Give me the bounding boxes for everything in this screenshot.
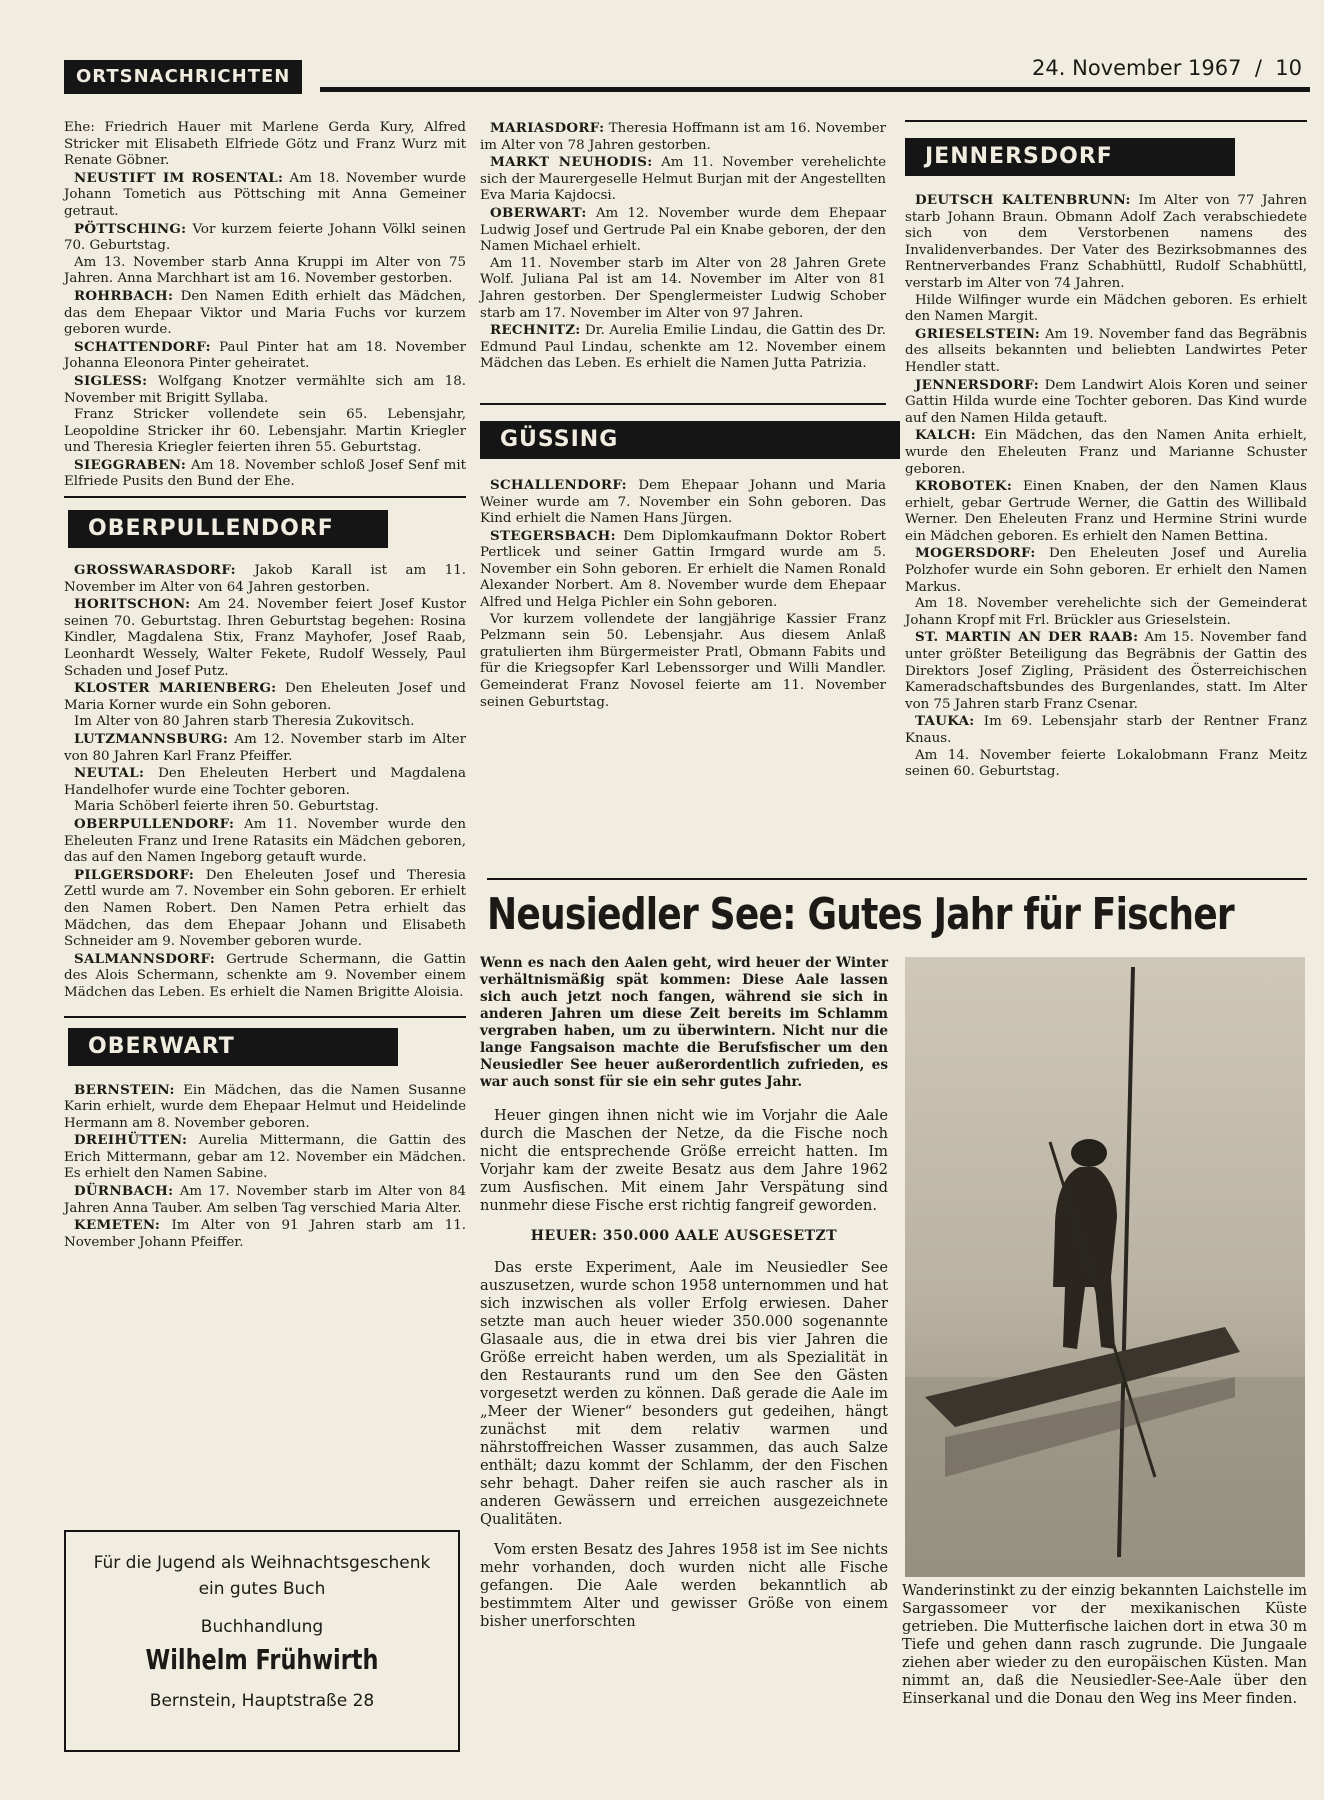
news-item <box>64 680 466 714</box>
fisherman-photo <box>905 957 1305 1577</box>
place-name: JENNERSDORF: <box>915 376 1040 393</box>
place-name: KROBOTEK: <box>915 478 1013 495</box>
news-item <box>64 1183 466 1217</box>
item-text: Den Eheleuten Herbert und Magdalena Handelhofer wurde eine Tochter geboren. <box>64 766 466 798</box>
item-text: Am 18. November wurde Johann Tometich aus Pöttsching mit Anna Gemeiner getraut. <box>64 170 467 219</box>
place-name: NEUSTIFT IM ROSENTAL: <box>74 169 284 186</box>
notes-oberwart <box>64 1082 466 1252</box>
item-text: Am 24. November feiert Josef Kustor seinen 70. Geburtstag. Ihren Geburtstag begehen: Rosina Kindler, Magdalena Stix, Franz Mayhofer, Josef Raab, Leonhardt Wessely, Walter Fekete, Rudolf Wessely, Paul Schaden und Josef Putz. <box>64 597 466 679</box>
item-text: Am 13. November starb Anna Kruppi im Alter von 75 Jahren. Anna Marchhart ist am 16. November gestorben. <box>64 254 466 287</box>
page-date-line <box>1032 56 1302 80</box>
item-text: Am 11. November verehelichte sich der Maurergeselle Helmut Burjan mit der Angestellten Eva Maria Kajdocsi. <box>480 155 886 204</box>
ad-line-2: ein gutes Buch <box>198 1579 326 1599</box>
header-rule <box>320 87 1310 92</box>
news-item <box>64 951 466 1002</box>
news-item <box>64 596 466 680</box>
news-item <box>905 377 1307 428</box>
item-text: Am 18. November schloß Josef Senf mit Elfriede Pusits den Bund der Ehe. <box>64 457 466 490</box>
news-item <box>480 205 886 256</box>
item-text: Theresia Hoffmann ist am 16. November im Alter von 78 Jahren gestorben. <box>480 121 886 153</box>
notes-oberwart-continued <box>480 120 886 373</box>
item-text: Dem Landwirt Alois Koren und seiner Gattin Hilda wurde eine Tochter geboren. Das Kind wurde auf den Namen Hilda getauft. <box>905 377 1307 426</box>
news-item <box>64 255 466 288</box>
column-right <box>905 138 1307 781</box>
item-text: Dem Diplomkaufmann Doktor Robert Pertlicek und seiner Gattin Irmgard wurde am 5. November ein Sohn geboren. Er erhielt die Namen Ronald Alexander Norbert. Am 8. November wurde dem Ehepaar Alfred und Helga Pichler ein Sohn geboren. <box>480 528 886 611</box>
ad-line-3: Buchhandlung <box>200 1617 324 1637</box>
item-text: Im Alter von 91 Jahren starb am 11. November Johann Pfeiffer. <box>64 1218 467 1250</box>
ad-address: Bernstein, Hauptstraße 28 <box>149 1691 375 1711</box>
news-item <box>480 154 886 205</box>
item-text: Den Eheleuten Josef und Aurelia Polzhofer wurde ein Sohn geboren. Er erhielt den Namen Markus. <box>905 546 1307 595</box>
banner-jennersdorf: JENNERSDORF <box>905 138 1235 176</box>
place-name: DÜRNBACH: <box>74 1183 174 1200</box>
place-name: SIEGGRABEN: <box>74 456 187 473</box>
news-item <box>480 120 886 154</box>
place-name: LUTZMANNSBURG: <box>74 731 229 747</box>
ad-line-1: Für die Jugend als Weihnachtsgeschenk <box>93 1553 431 1573</box>
news-item <box>480 477 886 528</box>
place-name: SCHALLENDORF: <box>490 476 627 493</box>
date-separator: / <box>1254 56 1262 80</box>
banner-oberpullendorf: OBERPULLENDORF <box>68 510 388 548</box>
news-item <box>64 799 466 816</box>
item-text: Jakob Karall ist am 11. November im Alter von 64 Jahren gestorben. <box>64 563 466 595</box>
news-item <box>64 288 466 339</box>
place-name: HORITSCHON: <box>74 596 191 613</box>
divider <box>905 120 1307 122</box>
place-name: TAUKA: <box>915 713 975 730</box>
place-name: ST. MARTIN AN DER RAAB: <box>915 629 1139 646</box>
place-name: NEUTAL: <box>74 765 145 782</box>
news-item <box>905 192 1307 293</box>
place-name: GROSSWARASDORF: <box>74 562 236 579</box>
news-item <box>480 256 886 322</box>
item-text: Am 11. November starb im Alter von 28 Jahren Grete Wolf. Juliana Pal ist am 14. November im Alter von 81 Jahren gestorben. Der Spenglermeister Ludwig Schober starb am 17. November im Alter von 97 Jahren. <box>480 255 886 321</box>
place-name: MARIASDORF: <box>490 120 605 136</box>
ad-firm-name: Wilhelm Frühwirth <box>145 1643 379 1676</box>
item-text: Am 19. November fand das Begräbnis des allseits bekannten und beliebten Landwirtes Peter Hendler statt. <box>905 326 1307 375</box>
news-item <box>64 867 466 951</box>
item-text: Aurelia Mittermann, die Gattin des Erich Mittermann, gebar am 12. November ein Mädchen. Es erhielt den Namen Sabine. <box>64 1133 466 1182</box>
item-text: Am 14. November feierte Lokalobmann Franz Meitz seinen 60. Geburtstag. <box>905 747 1307 780</box>
news-item <box>905 427 1307 478</box>
divider <box>487 878 1307 880</box>
news-item <box>480 612 886 712</box>
article-body <box>480 955 888 1643</box>
place-name: KEMETEN: <box>74 1217 161 1234</box>
notes-oberpullendorf <box>64 562 466 1001</box>
news-item <box>905 629 1307 713</box>
place-name: BERNSTEIN: <box>74 1081 175 1098</box>
item-text: Am 12. November wurde dem Ehepaar Ludwig Josef und Gertrude Pal ein Knabe geboren, der den Namen Michael erhielt. <box>480 205 886 255</box>
news-item <box>480 322 886 373</box>
news-item <box>905 293 1307 326</box>
notes-jennersdorf <box>905 192 1307 781</box>
news-item <box>64 1082 466 1133</box>
place-name: GRIESELSTEIN: <box>915 325 1041 342</box>
news-item <box>64 731 466 765</box>
news-item <box>64 407 466 457</box>
item-text: Den Eheleuten Josef und Maria Korner wurde ein Sohn geboren. <box>64 681 466 713</box>
item-text: Den Eheleuten Josef und Theresia Zettl wurde am 7. November ein Sohn geboren. Er erhielt den Namen Robert. Den Namen Petra erhielt das Mädchen, das dem Ehepaar Johann und Elisabeth Schneider am 9. November geboren wurde. <box>64 867 467 950</box>
photo-caption: Wanderinstinkt zu der einzig bekannten Laichstelle im Sargassomeer vor der mexikanischen Küste getrieben. Die Mutterfische laichen dort in etwa 30 m Tiefe und gehen dann rasch zugrunde. Die Jungaale ziehen aber wieder zu den europäischen Küsten. Man nimmt an, daß die Neusiedler-See-Aale über den Einserkanal und die Donau den Weg ins Meer finden. <box>902 1582 1307 1707</box>
fisherman-head <box>1071 1139 1107 1167</box>
divider <box>64 1016 466 1018</box>
news-item <box>64 339 466 373</box>
place-name: DREIHÜTTEN: <box>74 1132 188 1149</box>
news-item <box>905 326 1307 377</box>
section-label: ORTSNACHRICHTEN <box>64 60 302 94</box>
place-name: OBERPULLENDORF: <box>74 815 235 832</box>
place-name: OBERWART: <box>490 204 587 221</box>
item-text: Im Alter von 77 Jahren starb Johann Braun. Obmann Adolf Zach verabschiedete sich von dem Verstorbenen namens des Invalidenverbandes. Der Vater des Bezirksobmannes des Rentnerverbandes Franz Schabhüttl, Rudolf Schabhüttl, verstarb im Alter von 74 Jahren. <box>905 193 1308 291</box>
item-text: Ein Mädchen, das den Namen Anita erhielt, wurde den Eheleuten Franz und Marianne Schuster geboren. <box>905 428 1307 477</box>
news-item <box>64 221 466 255</box>
news-item <box>905 713 1307 747</box>
item-text: Im Alter von 80 Jahren starb Theresia Zukovitsch. <box>74 714 415 730</box>
column-left <box>64 120 466 1251</box>
item-text: Am 11. November wurde den Eheleuten Franz und Irene Ratasits ein Mädchen geboren, das auf den Namen Ingeborg getauft wurde. <box>64 816 466 866</box>
issue-date: 24. November 1967 <box>1032 56 1242 80</box>
place-name: MOGERSDORF: <box>915 545 1036 562</box>
article-lead: Wenn es nach den Aalen geht, wird heuer der Winter verhältnismäßig spät kommen: Diese Aale lassen sich auch jetzt noch fangen, während sie sich in anderen Jahren um diese Zeit bereits im Schlamm vergraben haben, um zu überwintern. Nicht nur die lange Fangsaison machte die Berufsfischer um den Neusiedler See heuer außerordentlich zufrieden, es war auch sonst für sie ein sehr gutes Jahr. <box>480 955 888 1090</box>
place-name: KALCH: <box>915 427 976 444</box>
news-item <box>64 816 466 867</box>
item-text: Vor kurzem vollendete der langjährige Kassier Franz Pelzmann sein 50. Lebensjahr. Aus diesem Anlaß gratulierten ihm Bürgermeister Pratl, Obmann Fabits und für die Kriegsopfer Karl Lebenssorger und Willi Mandler. Gemeinderat Franz Novosel feierte am 11. November seinen Geburtstag. <box>480 611 886 710</box>
place-name: SALMANNSDORF: <box>74 950 216 967</box>
item-text: Einen Knaben, der den Namen Klaus erhielt, gebar Gertrude Werner, die Gattin des Willibald Werner. Den Eheleuten Franz und Hermine Strini wurde ein Mädchen geboren. Es erhielt den Namen Bettina. <box>905 479 1307 544</box>
news-item <box>905 748 1307 781</box>
news-item <box>64 562 466 596</box>
news-item <box>64 714 466 731</box>
place-name: PÖTTSCHING: <box>74 220 187 237</box>
news-item <box>480 528 886 612</box>
page-number: 10 <box>1275 56 1302 80</box>
divider <box>64 496 466 498</box>
news-item <box>64 457 466 491</box>
item-text: Paul Pinter hat am 18. November Johanna Eleonora Pinter geheiratet. <box>64 339 466 372</box>
item-text: Am 15. November fand unter größter Beteiligung das Begräbnis der Gattin des Direktors Josef Zigling, Präsident des Österreichischen Kameradschaftsbundes des Burgenlandes, statt. Im Alter von 75 Jahren starb Franz Csenar. <box>905 630 1308 712</box>
article-headline: Neusiedler See: Gutes Jahr für Fischer <box>487 889 1234 940</box>
divider <box>480 403 886 405</box>
item-text: Ein Mädchen, das die Namen Susanne Karin erhielt, wurde dem Ehepaar Helmut und Heidelinde Hermann am 8. November geboren. <box>64 1082 466 1131</box>
item-text: Gertrude Schermann, die Gattin des Alois Schermann, schenkte am 9. November einem Mädchen das Leben. Es erhielt die Namen Brigitte Aloisia. <box>64 951 466 1000</box>
item-text: Am 18. November verehelichte sich der Gemeinderat Johann Kropf mit Frl. Brückler aus Grieselstein. <box>905 596 1307 628</box>
column-middle <box>480 120 886 711</box>
item-text: Hilde Wilfinger wurde ein Mädchen geboren. Es erhielt den Namen Margit. <box>905 292 1307 325</box>
news-item <box>64 765 466 799</box>
news-item <box>64 120 466 170</box>
item-text: Maria Schöberl feierte ihren 50. Geburtstag. <box>74 799 379 815</box>
banner-oberwart: OBERWART <box>68 1028 398 1066</box>
item-text: Ehe: Friedrich Hauer mit Marlene Gerda Kury, Alfred Stricker mit Elisabeth Elfriede Götz und Franz Wurz mit Renate Göbner. <box>64 120 466 169</box>
article-paragraph: Vom ersten Besatz des Jahres 1958 ist im See nichts mehr vorhanden, doch wurden nicht alle Fische gefangen. Die Aale werden bekanntlich ab bestimmtem Alter und gewisser Größe von einem bisher unerforschten <box>480 1541 888 1630</box>
article-paragraph: Das erste Experiment, Aale im Neusiedler See auszusetzen, wurde schon 1958 unternommen und hat sich inzwischen als voller Erfolg erwiesen. Daher setzte man auch heuer wieder 350.000 sogenannte Glasaale aus, die in etwa drei bis vier Jahren die Größe erreicht haben werden, um als Spezialität in den Restaurants rund um den See den Gästen vorgesetzt werden zu können. Daß gerade die Aale im „Meer der Wiener“ besonders gut gedeihen, hängt zunächst mit dem relativ warmen und nährstoffreichen Wasser zusammen, das auch Salze enthält; dazu kommt der Schlamm, der den Fischen sehr behagt. Daher reifen sie auch rascher als in anderen Gewässern und erreichen ausgezeichnete Qualitäten. <box>480 1259 888 1528</box>
item-text: Dr. Aurelia Emilie Lindau, die Gattin des Dr. Edmund Paul Lindau, schenkte am 12. November einem Mädchen das Leben. Es erhielt die Namen Jutta Patrizia. <box>480 323 886 372</box>
article-subhead: HEUER: 350.000 AALE AUSGESETZT <box>530 1228 838 1244</box>
news-item <box>64 170 466 221</box>
place-name: SIGLESS: <box>74 372 148 389</box>
bookshop-advertisement <box>64 1530 460 1752</box>
news-item <box>905 596 1307 629</box>
notes-guessing <box>480 477 886 711</box>
news-item <box>905 478 1307 545</box>
item-text: Am 17. November starb im Alter von 84 Jahren Anna Tauber. Am selben Tag verschied Maria Alter. <box>64 1184 466 1216</box>
place-name: DEUTSCH KALTENBRUNN: <box>915 192 1131 208</box>
news-item <box>64 1217 466 1251</box>
article-paragraph: Heuer gingen ihnen nicht wie im Vorjahr die Aale durch die Maschen der Netze, da die Fische noch nicht die entsprechende Größe erreicht hatten. Im Vorjahr kam der zweite Besatz aus dem Jahre 1962 zum Ausfischen. Mit einem Jahr Verspätung sind nunmehr diese Fische erst richtig fangreif geworden. <box>480 1107 888 1214</box>
item-text: Wolfgang Knotzer vermählte sich am 18. November mit Brigitt Syllaba. <box>64 373 466 406</box>
item-text: Den Namen Edith erhielt das Mädchen, das dem Ehepaar Viktor und Maria Fuchs vor kurzem geboren wurde. <box>64 288 467 338</box>
item-text: Vor kurzem feierte Johann Völkl seinen 70. Geburtstag. <box>64 221 466 254</box>
place-name: PILGERSDORF: <box>74 866 195 883</box>
notes-continued <box>64 120 466 491</box>
item-text: Dem Ehepaar Johann und Maria Weiner wurde am 7. November ein Sohn geboren. Das Kind erhielt die Namen Hans Jürgen. <box>480 477 886 527</box>
item-text: Am 12. November starb im Alter von 80 Jahren Karl Franz Pfeiffer. <box>64 732 466 764</box>
news-item <box>905 545 1307 596</box>
news-item <box>64 373 466 407</box>
place-name: SCHATTENDORF: <box>74 338 211 355</box>
news-item <box>64 1132 466 1183</box>
place-name: MARKT NEUHODIS: <box>490 154 653 171</box>
place-name: ROHRBACH: <box>74 287 174 304</box>
article-text <box>480 1107 888 1631</box>
place-name: STEGERSBACH: <box>490 527 616 544</box>
place-name: KLOSTER MARIENBERG: <box>74 680 277 697</box>
place-name: RECHNITZ: <box>490 322 581 339</box>
banner-guessing: GÜSSING <box>480 421 900 459</box>
item-text: Im 69. Lebensjahr starb der Rentner Franz Knaus. <box>905 714 1307 746</box>
item-text: Franz Stricker vollendete sein 65. Lebensjahr, Leopoldine Stricker ihr 60. Lebensjahr. Martin Kriegler und Theresia Kriegler feierten ihren 55. Geburtstag. <box>64 407 466 456</box>
